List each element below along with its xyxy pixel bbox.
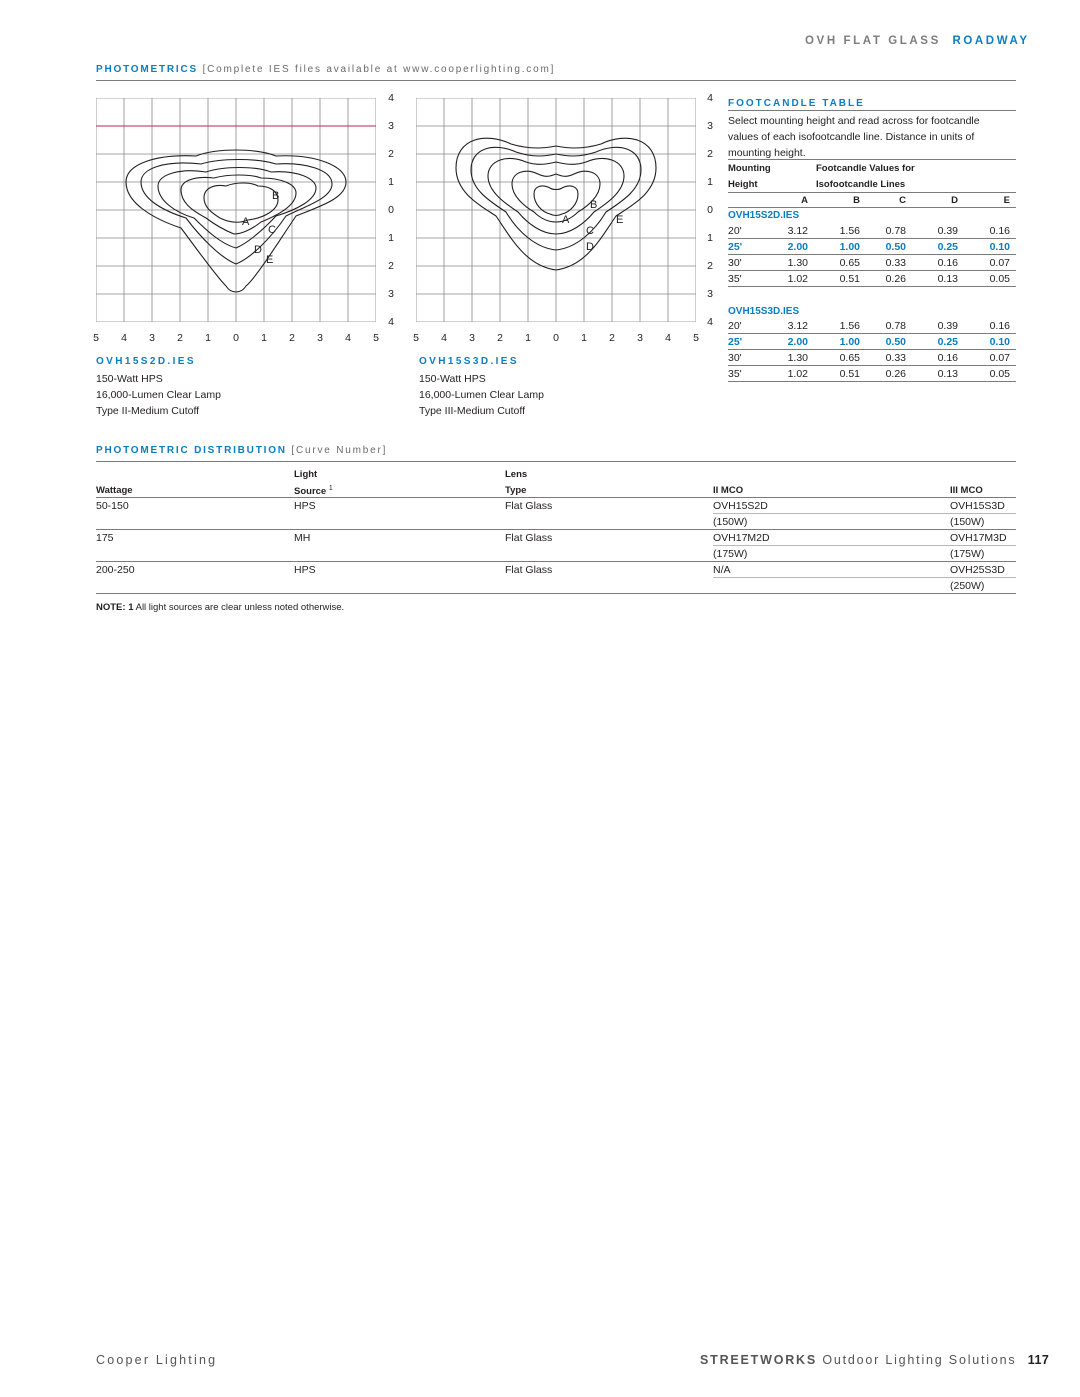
divider [713, 513, 1016, 514]
cell: 0.65 [839, 352, 860, 364]
isofootcandle-plot-right [416, 98, 696, 322]
x-label: 2 [609, 332, 615, 344]
cell: OVH25S3D [950, 564, 1005, 576]
cell: 200-250 [96, 564, 135, 576]
cell: 1.02 [787, 273, 808, 285]
cell: OVH17M2D [713, 532, 770, 544]
col-head: A [801, 195, 808, 206]
group-name: OVH15S3D.IES [728, 306, 800, 317]
x-label: 1 [581, 332, 587, 344]
divider [713, 577, 1016, 578]
divider [96, 561, 1016, 562]
cell: OVH15S2D [713, 500, 768, 512]
divider [728, 286, 1016, 287]
cell: OVH15S3D [950, 500, 1005, 512]
cell: 1.30 [787, 352, 808, 364]
cell: Flat Glass [505, 532, 553, 544]
curve-label-c: C [586, 225, 594, 237]
note-text: All light sources are clear unless noted otherwise. [135, 602, 345, 613]
distribution-subtitle: [Curve Number] [291, 445, 388, 456]
caption-line: Type II-Medium Cutoff [96, 405, 200, 417]
table-row-highlight [728, 239, 1016, 255]
cell: 0.39 [937, 225, 958, 237]
cell: (250W) [950, 580, 985, 592]
cell: 0.07 [989, 257, 1010, 269]
curve-label-d: D [586, 241, 594, 253]
cell: Flat Glass [505, 564, 553, 576]
divider [96, 461, 1016, 462]
distribution-heading [96, 445, 387, 456]
cell: 1.30 [787, 257, 808, 269]
x-label: 1 [261, 332, 267, 344]
table-row [728, 366, 1016, 382]
curve-label-a: A [242, 216, 250, 228]
photometrics-title: PHOTOMETRICS [96, 64, 198, 75]
caption-line: 150-Watt HPS [419, 373, 486, 385]
y-label: 1 [707, 176, 713, 188]
cell: 3.12 [787, 320, 808, 332]
cell: 175 [96, 532, 114, 544]
note-label: NOTE: 1 [96, 602, 134, 613]
col-head: III MCO [950, 485, 983, 496]
cell: N/A [713, 564, 731, 576]
divider [728, 207, 1016, 208]
cell: 35' [728, 368, 742, 380]
cell: 0.26 [885, 273, 906, 285]
photometrics-heading [96, 64, 555, 75]
footer-brand: STREETWORKS [700, 1353, 818, 1367]
caption-line: 16,000-Lumen Clear Lamp [419, 389, 544, 401]
divider [713, 545, 1016, 546]
divider [728, 110, 1016, 111]
divider [96, 529, 1016, 530]
head-cell: Footcandle Values for [816, 163, 915, 174]
cell: 2.00 [787, 336, 808, 348]
cell: 1.00 [839, 241, 860, 253]
col-head: E [1003, 195, 1010, 206]
cell: 25' [728, 241, 743, 253]
plot-left-svg [96, 98, 376, 322]
cell: 0.39 [937, 320, 958, 332]
cell: 0.10 [989, 241, 1010, 253]
desc-line: mounting height. [728, 147, 806, 159]
footcandle-head-row2 [728, 177, 1016, 193]
photometrics-subtitle: [Complete IES files available at www.cooperlighting.com] [202, 64, 556, 75]
y-label: 4 [707, 316, 713, 328]
product-name: OVH FLAT GLASS [805, 35, 941, 47]
y-label: 3 [388, 288, 394, 300]
curve-label-e: E [266, 254, 274, 266]
cell: 0.25 [937, 336, 958, 348]
cell: 0.07 [989, 352, 1010, 364]
cell: 1.00 [839, 336, 860, 348]
x-label: 2 [289, 332, 295, 344]
x-label: 2 [177, 332, 183, 344]
cell: 20' [728, 320, 742, 332]
x-label: 1 [525, 332, 531, 344]
page-header [805, 35, 1030, 47]
col-head: D [951, 195, 958, 206]
y-label: 2 [707, 260, 713, 272]
cell: 1.56 [839, 225, 860, 237]
cell: 0.25 [937, 241, 958, 253]
y-label: 0 [707, 204, 713, 216]
x-label: 4 [441, 332, 447, 344]
cell: (150W) [950, 516, 985, 528]
x-label: 3 [317, 332, 323, 344]
curve-label-e: E [616, 214, 624, 226]
cell: (175W) [713, 548, 748, 560]
cell: 3.12 [787, 225, 808, 237]
cell: (150W) [713, 516, 748, 528]
cell: 30' [728, 257, 742, 269]
cell: 0.50 [885, 241, 906, 253]
x-label: 4 [345, 332, 351, 344]
table-row [728, 255, 1016, 271]
cell: 0.13 [937, 273, 958, 285]
x-label: 3 [149, 332, 155, 344]
cell: MH [294, 532, 311, 544]
col-head: C [899, 195, 906, 206]
cell: 0.26 [885, 368, 906, 380]
x-label: 0 [553, 332, 559, 344]
curve-label-b: B [590, 199, 598, 211]
x-label: 3 [469, 332, 475, 344]
footcandle-head-row1 [728, 161, 1016, 177]
y-label: 0 [388, 204, 394, 216]
cell: 0.16 [989, 225, 1010, 237]
col-head: II MCO [713, 485, 744, 496]
head-cell: Isofootcandle Lines [816, 179, 906, 190]
cell: 50-150 [96, 500, 129, 512]
cell: 20' [728, 225, 742, 237]
col-head [294, 485, 333, 497]
cell: 0.33 [885, 257, 906, 269]
cell: 0.13 [937, 368, 958, 380]
cell: 0.05 [989, 368, 1010, 380]
col-head-text: Source [294, 486, 327, 498]
caption-line: 16,000-Lumen Clear Lamp [96, 389, 221, 401]
y-label: 1 [707, 232, 713, 244]
curve-label-a: A [562, 214, 570, 226]
isofootcandle-plot-left [96, 98, 376, 322]
cell: 1.56 [839, 320, 860, 332]
divider [96, 80, 1016, 81]
group-name: OVH15S2D.IES [728, 210, 800, 221]
y-label: 3 [388, 120, 394, 132]
cell: 35' [728, 273, 742, 285]
divider [728, 159, 1016, 160]
table-row [728, 271, 1016, 287]
curve-label-d: D [254, 244, 262, 256]
plot-left-caption [96, 356, 221, 419]
col-head: B [853, 195, 860, 206]
divider [96, 497, 1016, 498]
cell: Flat Glass [505, 500, 553, 512]
divider [96, 593, 1016, 594]
cell: OVH17M3D [950, 532, 1007, 544]
col-head: Type [505, 485, 527, 496]
cell: 0.78 [885, 320, 906, 332]
caption-line: 150-Watt HPS [96, 373, 163, 385]
footcandle-title: FOOTCANDLE TABLE [728, 98, 865, 109]
head-cell: Mounting [728, 163, 771, 174]
cell: 0.33 [885, 352, 906, 364]
cell: 0.10 [989, 336, 1010, 348]
footer-company: Cooper Lighting [96, 1353, 218, 1367]
x-label: 5 [413, 332, 419, 344]
cell: 0.50 [885, 336, 906, 348]
y-label: 4 [388, 316, 394, 328]
cell: 25' [728, 336, 743, 348]
cell: 0.51 [839, 368, 860, 380]
footcandle-description [728, 113, 1016, 161]
table-row [728, 223, 1016, 239]
cell: HPS [294, 500, 316, 512]
y-label: 4 [388, 92, 394, 104]
footnote [96, 602, 344, 613]
cell: (175W) [950, 548, 985, 560]
head-cell: Height [728, 179, 758, 190]
x-label: 5 [693, 332, 699, 344]
plot-right-svg [416, 98, 696, 322]
x-label: 2 [497, 332, 503, 344]
x-label: 1 [205, 332, 211, 344]
cell: HPS [294, 564, 316, 576]
y-label: 2 [388, 148, 394, 160]
y-label: 3 [707, 288, 713, 300]
ies-file-name: OVH15S3D.IES [419, 356, 519, 367]
cell: 0.51 [839, 273, 860, 285]
desc-line: Select mounting height and read across for footcandle [728, 115, 980, 127]
distribution-title: PHOTOMETRIC DISTRIBUTION [96, 445, 287, 456]
cell: 0.16 [937, 257, 958, 269]
cell: 0.16 [937, 352, 958, 364]
table-row [728, 318, 1016, 334]
table-row-highlight [728, 334, 1016, 350]
cell: 0.78 [885, 225, 906, 237]
footnote-marker: 1 [328, 485, 333, 492]
section-name: ROADWAY [952, 35, 1030, 47]
curve-label-c: C [268, 224, 276, 236]
page-footer [700, 1353, 1050, 1367]
x-label: 0 [233, 332, 239, 344]
cell: 0.16 [989, 320, 1010, 332]
y-label: 2 [388, 260, 394, 272]
cell: 30' [728, 352, 742, 364]
table-row [728, 350, 1016, 366]
cell: 2.00 [787, 241, 808, 253]
page-number: 117 [1027, 1353, 1050, 1367]
x-label: 5 [93, 332, 99, 344]
caption-line: Type III-Medium Cutoff [419, 405, 526, 417]
ies-file-name: OVH15S2D.IES [96, 356, 196, 367]
col-head: Light [294, 469, 318, 480]
x-label: 4 [665, 332, 671, 344]
cell: 0.65 [839, 257, 860, 269]
cell: 1.02 [787, 368, 808, 380]
footer-tagline: Outdoor Lighting Solutions [822, 1353, 1017, 1367]
x-label: 5 [373, 332, 379, 344]
y-label: 2 [707, 148, 713, 160]
y-label: 3 [707, 120, 713, 132]
y-label: 1 [388, 232, 394, 244]
desc-line: values of each isofootcandle line. Distance in units of [728, 131, 975, 143]
divider [728, 381, 1016, 382]
x-label: 4 [121, 332, 127, 344]
curve-label-b: B [272, 190, 280, 202]
col-head: Lens [505, 469, 528, 480]
y-label: 1 [388, 176, 394, 188]
x-label: 3 [637, 332, 643, 344]
plot-right-caption [419, 356, 544, 419]
col-head: Wattage [96, 485, 133, 496]
y-label: 4 [707, 92, 713, 104]
cell: 0.05 [989, 273, 1010, 285]
